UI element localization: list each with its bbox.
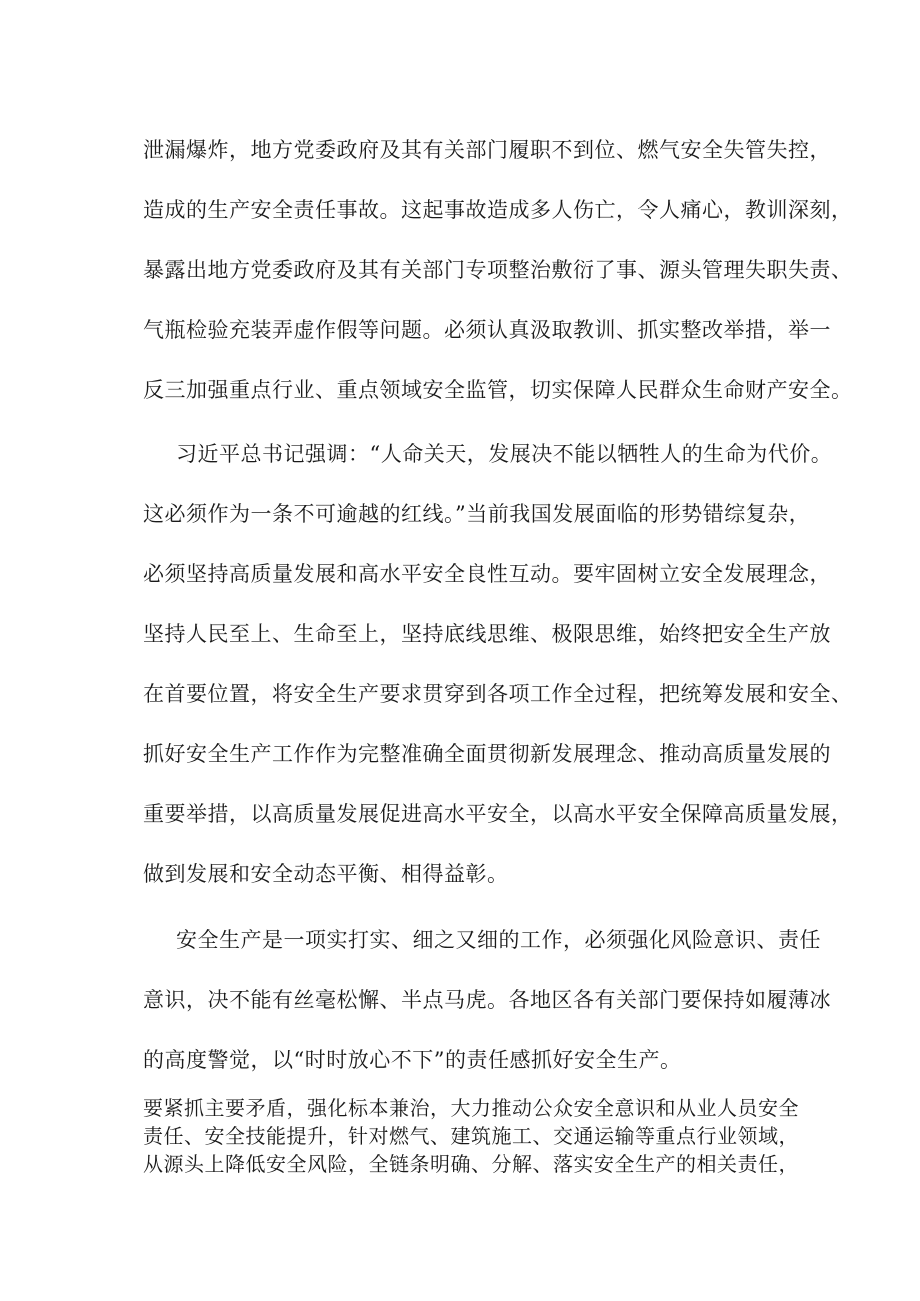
text-line: 意识，决不能有丝毫松懈、半点马虎。各地区各有关部门要保持如履薄冰 bbox=[143, 988, 831, 1012]
text-line: 必须坚持高质量发展和高水平安全良性互动。要牢固树立安全发展理念， bbox=[143, 562, 831, 586]
text-line: 坚持人民至上、生命至上，坚持底线思维、极限思维，始终把安全生产放 bbox=[143, 622, 831, 646]
text-line: 在首要位置，将安全生产要求贯穿到各项工作全过程，把统筹发展和安全、 bbox=[143, 682, 853, 706]
text-line: 安全生产是一项实打实、细之又细的工作，必须强化风险意识、责任 bbox=[176, 928, 821, 952]
text-line: 反三加强重点行业、重点领域安全监管，切实保障人民群众生命财产安全。 bbox=[143, 378, 853, 402]
text-line: 要紧抓主要矛盾，强化标本兼治，大力推动公众安全意识和从业人员安全 bbox=[143, 1096, 799, 1120]
text-line: 造成的生产安全责任事故。这起事故造成多人伤亡，令人痛心，教训深刻， bbox=[143, 198, 853, 222]
text-line: 责任、安全技能提升，针对燃气、建筑施工、交通运输等重点行业领域， bbox=[143, 1124, 799, 1148]
text-line: 气瓶检验充装弄虚作假等问题。必须认真汲取教训、抓实整改举措，举一 bbox=[143, 318, 831, 342]
text-line: 抓好安全生产工作作为完整准确全面贯彻新发展理念、推动高质量发展的 bbox=[143, 742, 831, 766]
text-line: 做到发展和安全动态平衡、相得益彰。 bbox=[143, 862, 509, 886]
text-line: 暴露出地方党委政府及其有关部门专项整治敷衍了事、源头管理失职失责、 bbox=[143, 258, 853, 282]
text-line: 从源头上降低安全风险，全链条明确、分解、落实安全生产的相关责任， bbox=[143, 1152, 799, 1176]
text-line: 习近平总书记强调：“人命关天，发展决不能以牺牲人的生命为代价。 bbox=[176, 442, 833, 466]
text-line: 重要举措，以高质量发展促进高水平安全，以高水平安全保障高质量发展， bbox=[143, 802, 853, 826]
text-line: 泄漏爆炸，地方党委政府及其有关部门履职不到位、燃气安全失管失控， bbox=[143, 138, 831, 162]
text-line: 的高度警觉，以“时时放心不下”的责任感抓好安全生产。 bbox=[143, 1048, 682, 1072]
text-line: 这必须作为一条不可逾越的红线。”当前我国发展面临的形势错综复杂， bbox=[143, 502, 811, 526]
